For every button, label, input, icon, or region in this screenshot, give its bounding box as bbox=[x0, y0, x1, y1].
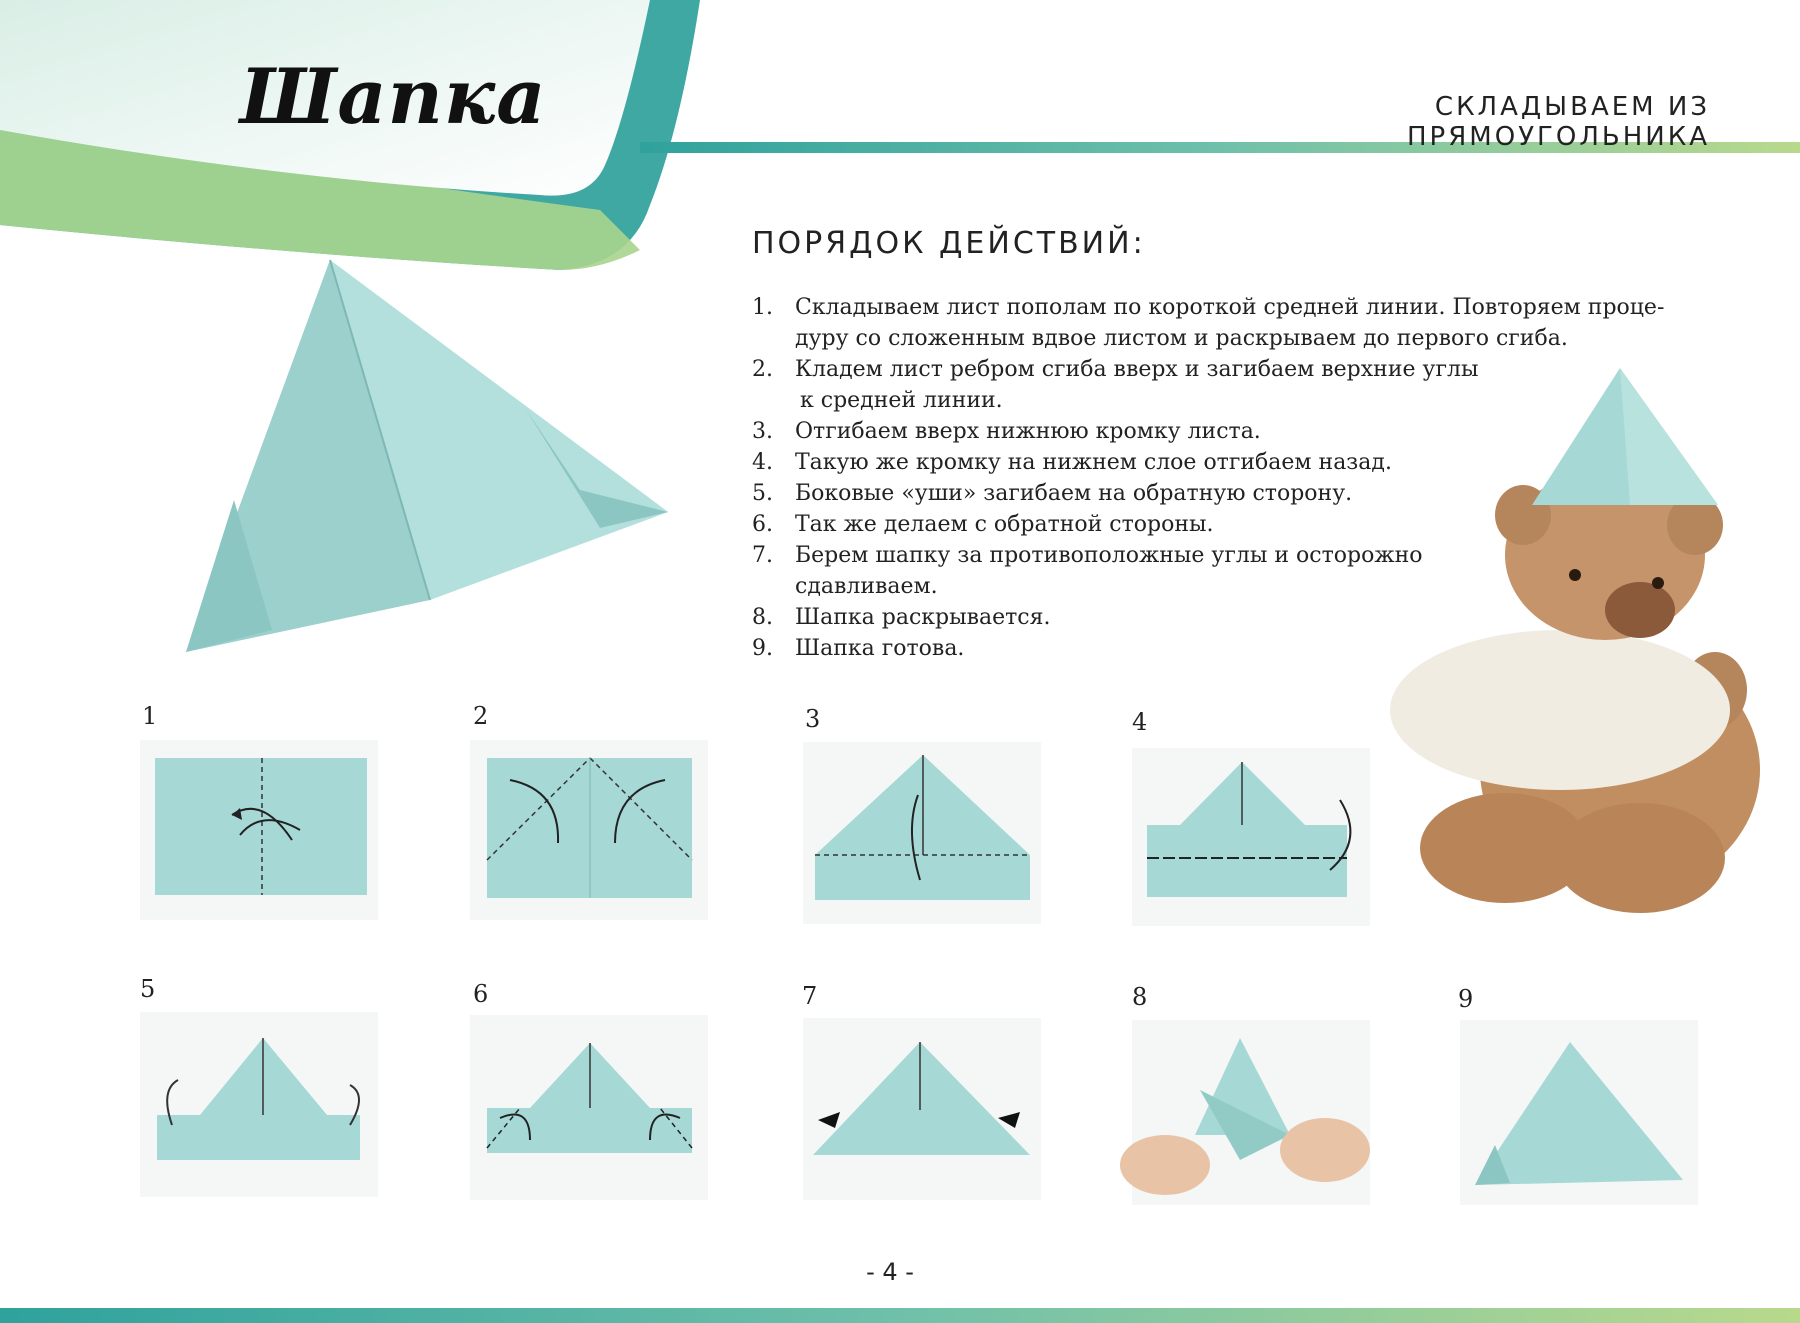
bottom-strip bbox=[0, 1308, 1800, 1323]
page-title: Шапка bbox=[240, 52, 547, 141]
step-text: Отгибаем вверх нижнюю кромку листа. bbox=[795, 419, 1261, 444]
step-item bbox=[752, 416, 1712, 447]
diagram-4 bbox=[1132, 748, 1370, 926]
step-text: Берем шапку за противоположные углы и осторожно bbox=[795, 543, 1423, 568]
step-number: 2. bbox=[752, 357, 773, 382]
step-text: Боковые «уши» загибаем на обратную сторону. bbox=[795, 481, 1353, 506]
diagram-8 bbox=[1120, 1020, 1370, 1205]
step-item bbox=[752, 633, 1712, 664]
step-text: Такую же кромку на нижнем слое отгибаем назад. bbox=[795, 450, 1392, 475]
diagram-1 bbox=[140, 740, 378, 920]
steps-list bbox=[752, 292, 1712, 664]
section-title: СКЛАДЫВАЕМ ИЗ ПРЯМОУГОЛЬНИКА bbox=[1407, 92, 1710, 152]
diagram-number-2: 2 bbox=[473, 702, 489, 730]
step-text: Так же делаем с обратной стороны. bbox=[795, 512, 1214, 537]
step-text-cont: дуру со сложенным вдвое листом и раскрываем до первого сгиба. bbox=[795, 326, 1568, 351]
step-text: Складываем лист пополам по короткой средней линии. Повторяем проце- bbox=[795, 295, 1665, 320]
step-number: 5. bbox=[752, 481, 773, 506]
page-number: - 4 - bbox=[866, 1258, 914, 1286]
step-text: Кладем лист ребром сгиба вверх и загибаем верхние углы bbox=[795, 357, 1479, 382]
diagram-6 bbox=[470, 1015, 708, 1200]
finished-hat-illustration bbox=[186, 260, 668, 652]
step-number: 9. bbox=[752, 636, 773, 661]
step-number: 6. bbox=[752, 512, 773, 537]
diagram-7 bbox=[803, 1018, 1041, 1200]
diagram-number-4: 4 bbox=[1132, 708, 1148, 736]
diagram-number-8: 8 bbox=[1132, 983, 1148, 1011]
step-item bbox=[752, 540, 1712, 602]
step-number: 1. bbox=[752, 295, 773, 320]
step-text-cont: сдавливаем. bbox=[795, 574, 938, 599]
step-item bbox=[752, 509, 1712, 540]
step-text-cont: к средней линии. bbox=[800, 388, 1003, 413]
step-text: Шапка раскрывается. bbox=[795, 605, 1051, 630]
diagram-3 bbox=[803, 742, 1041, 924]
diagram-9 bbox=[1460, 1020, 1698, 1205]
step-number: 7. bbox=[752, 543, 773, 568]
step-number: 8. bbox=[752, 605, 773, 630]
diagram-5 bbox=[140, 1012, 378, 1197]
step-item bbox=[752, 602, 1712, 633]
step-item bbox=[752, 478, 1712, 509]
step-item bbox=[752, 354, 1712, 416]
step-item bbox=[752, 292, 1712, 354]
diagram-number-9: 9 bbox=[1458, 985, 1474, 1013]
diagram-number-6: 6 bbox=[473, 980, 489, 1008]
step-number: 3. bbox=[752, 419, 773, 444]
step-item bbox=[752, 447, 1712, 478]
diagram-number-1: 1 bbox=[142, 702, 158, 730]
step-text: Шапка готова. bbox=[795, 636, 965, 661]
step-number: 4. bbox=[752, 450, 773, 475]
diagram-number-3: 3 bbox=[805, 705, 821, 733]
diagram-2 bbox=[470, 740, 708, 920]
diagram-number-7: 7 bbox=[802, 982, 818, 1010]
steps-heading: ПОРЯДОК ДЕЙСТВИЙ: bbox=[752, 226, 1146, 261]
diagram-number-5: 5 bbox=[140, 975, 156, 1003]
